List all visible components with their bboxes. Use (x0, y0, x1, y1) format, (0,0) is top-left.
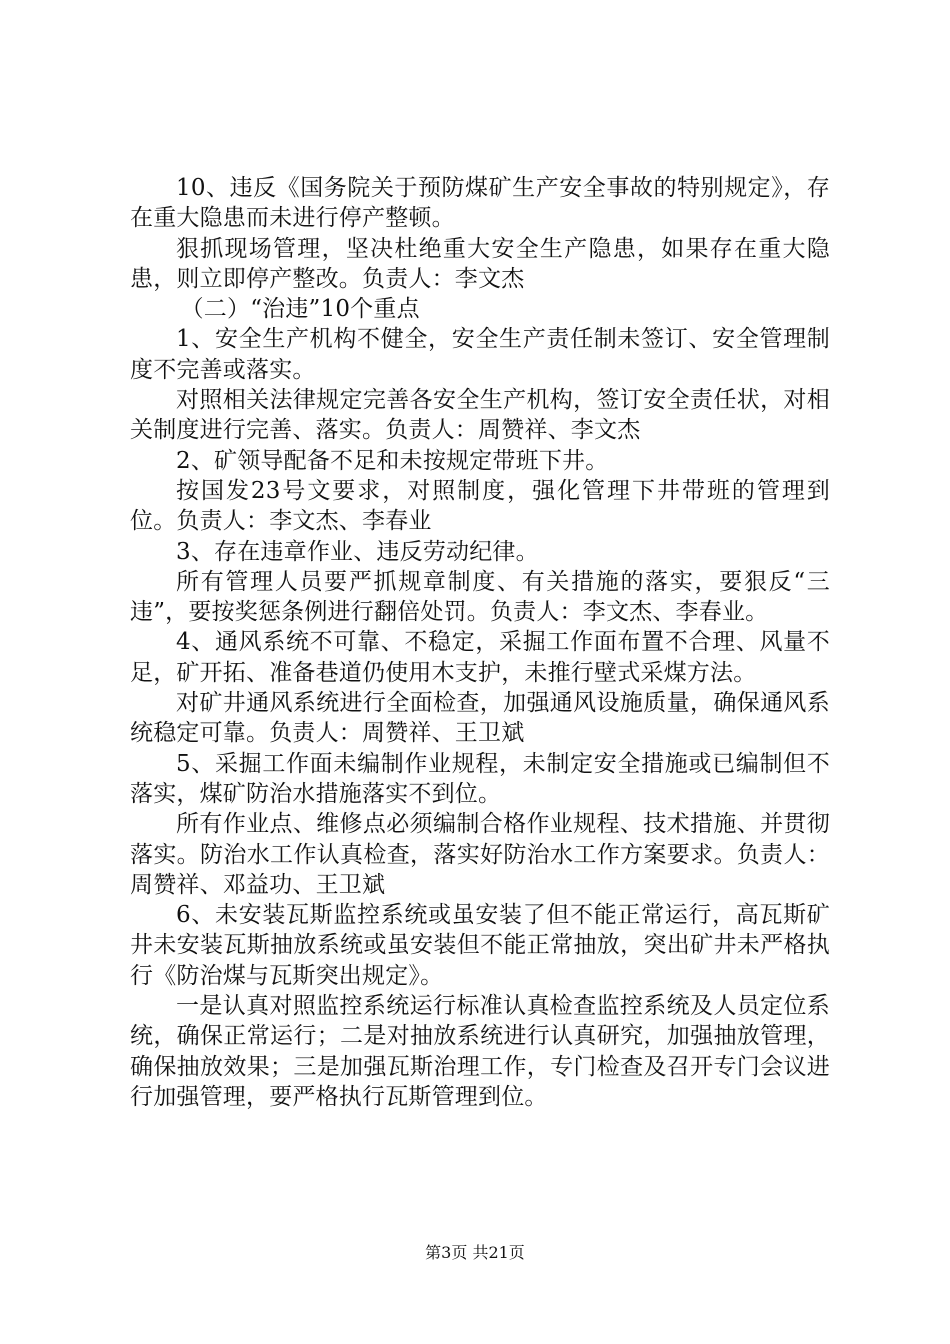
paragraph: 5、采掘工作面未编制作业规程，未制定安全措施或已编制但不落实，煤矿防治水措施落实不到位。 (130, 750, 830, 807)
paragraph: 所有管理人员要严抓规章制度、有关措施的落实，要狠反“三违”，要按奖惩条例进行翻倍处罚。负责人：李文杰、李春业。 (130, 568, 830, 626)
section-heading: （二）“治违”10个重点 (180, 296, 420, 323)
document-body (130, 173, 830, 1112)
paragraph: 对矿井通风系统进行全面检查，加强通风设施质量，确保通风系统稳定可靠。负责人：周赞祥、王卫斌 (130, 690, 830, 747)
paragraph: 对照相关法律规定完善各安全生产机构，签订安全责任状，对相关制度进行完善、落实。负责人：周赞祥、李文杰 (130, 387, 830, 444)
paragraph: 10、违反《国务院关于预防煤矿生产安全事故的特别规定》，存在重大隐患而未进行停产整顿。 (130, 175, 830, 232)
paragraph: 所有作业点、维修点必须编制合格作业规程、技术措施、并贯彻落实。防治水工作认真检查，落实好防治水工作方案要求。负责人：周赞祥、邓益功、王卫斌 (130, 811, 830, 898)
paragraph: 6、未安装瓦斯监控系统或虽安装了但不能正常运行，高瓦斯矿井未安装瓦斯抽放系统或虽安装但不能正常抽放，突出矿井未严格执行《防治煤与瓦斯突出规定》。 (130, 902, 830, 989)
paragraph: 1、安全生产机构不健全，安全生产责任制未签订、安全管理制度不完善或落实。 (130, 326, 830, 383)
paragraph: 2、矿领导配备不足和未按规定带班下井。 (176, 447, 609, 474)
page-number-footer: 第3页 共21页 (425, 1243, 525, 1262)
paragraph: 3、存在违章作业、违反劳动纪律。 (176, 538, 539, 565)
paragraph: 按国发23号文要求，对照制度，强化管理下井带班的管理到位。负责人：李文杰、李春业 (130, 477, 830, 535)
paragraph: 狠抓现场管理，坚决杜绝重大安全生产隐患，如果存在重大隐患，则立即停产整改。负责人：李文杰 (130, 235, 830, 292)
paragraph: 4、通风系统不可靠、不稳定，采掘工作面布置不合理、风量不足，矿开拓、准备巷道仍使用木支护，未推行壁式采煤方法。 (130, 629, 830, 686)
paragraph: 一是认真对照监控系统运行标准认真检查监控系统及人员定位系统，确保正常运行；二是对抽放系统进行认真研究，加强抽放管理，确保抽放效果；三是加强瓦斯治理工作，专门检查及召开专门会议进行加强管理，要严格执行瓦斯管理到位。 (130, 993, 830, 1110)
